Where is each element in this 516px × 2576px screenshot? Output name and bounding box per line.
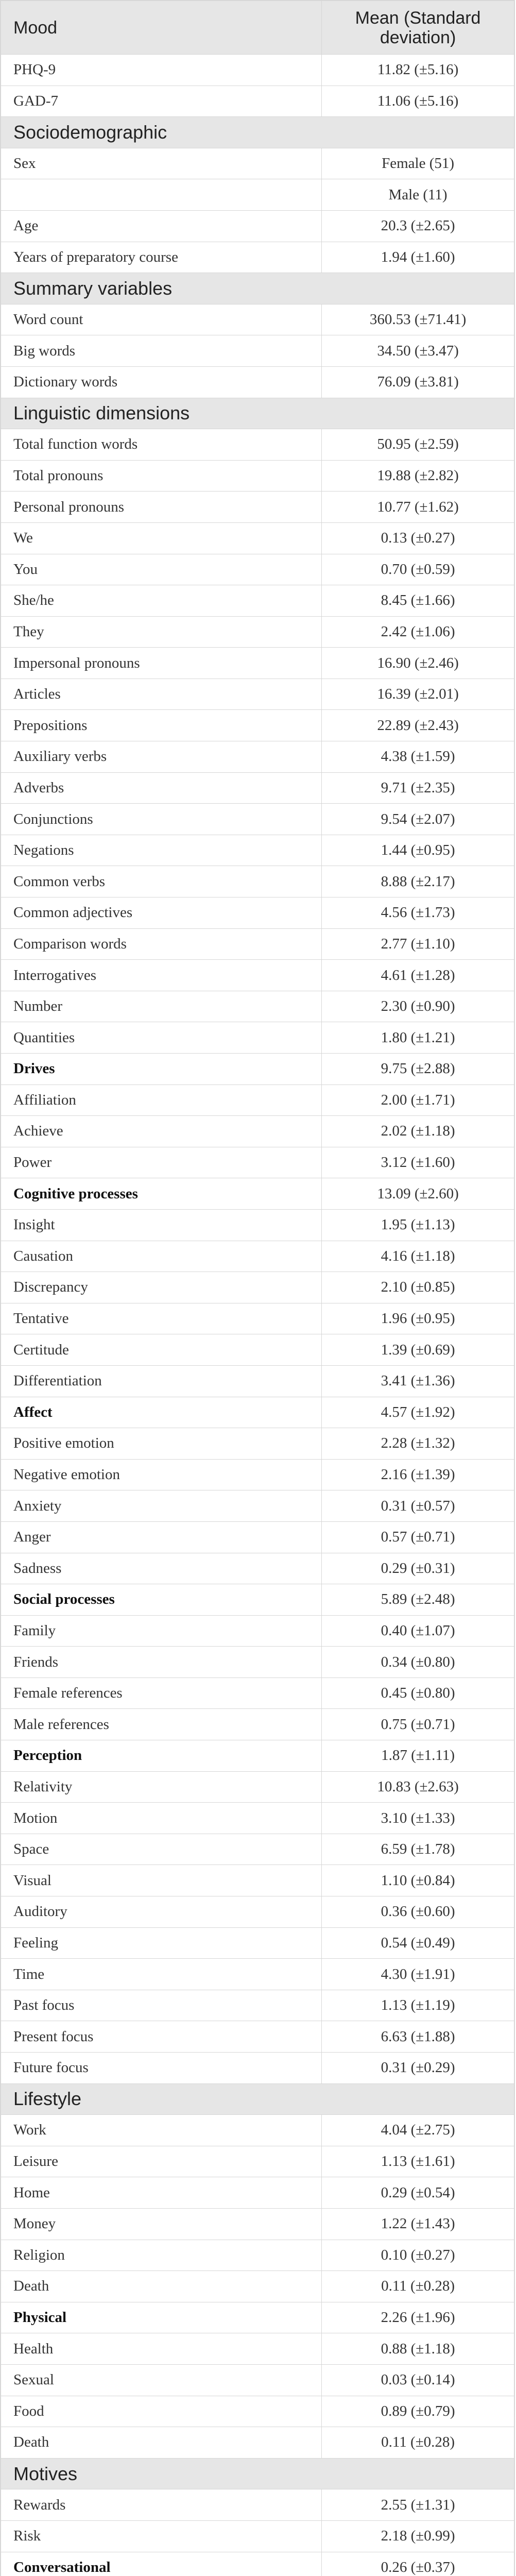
row-label: Total pronouns — [1, 460, 322, 492]
header-mean-sd: Mean (Standard deviation) — [322, 1, 514, 55]
row-label: Comparison words — [1, 928, 322, 960]
table-row — [1, 2271, 514, 2302]
row-value: 2.18 (±0.99) — [322, 2520, 514, 2552]
category-label: Drives — [1, 1054, 322, 1085]
table-row — [1, 1459, 514, 1490]
table-row — [1, 2427, 514, 2459]
row-value: 4.61 (±1.28) — [322, 960, 514, 991]
row-label: Leisure — [1, 2146, 322, 2177]
row-value: 8.45 (±1.66) — [322, 585, 514, 617]
row-label: Impersonal pronouns — [1, 648, 322, 679]
row-label: Time — [1, 1959, 322, 1990]
row-label: Death — [1, 2271, 322, 2302]
table-row — [1, 1677, 514, 1709]
row-label: Past focus — [1, 1990, 322, 2021]
row-value: 0.34 (±0.80) — [322, 1647, 514, 1678]
table-row — [1, 2115, 514, 2146]
row-value: 0.26 (±0.37) — [322, 2552, 514, 2576]
table-row — [1, 648, 514, 679]
section-header-row — [1, 2458, 514, 2489]
table-row — [1, 2364, 514, 2396]
row-label: Common verbs — [1, 866, 322, 897]
table-row — [1, 1584, 514, 1616]
table-row — [1, 1740, 514, 1772]
table-row — [1, 2520, 514, 2552]
row-value: 2.26 (±1.96) — [322, 2302, 514, 2333]
row-label: Space — [1, 1834, 322, 1865]
row-value: 2.28 (±1.32) — [322, 1428, 514, 1460]
row-value: 4.30 (±1.91) — [322, 1959, 514, 1990]
table-row — [1, 1865, 514, 1896]
row-value: 4.04 (±2.75) — [322, 2115, 514, 2146]
header-mood: Mood — [1, 1, 322, 55]
table-row — [1, 1303, 514, 1334]
row-value: 0.45 (±0.80) — [322, 1677, 514, 1709]
table-row — [1, 991, 514, 1022]
table-row — [1, 866, 514, 897]
row-label: GAD-7 — [1, 86, 322, 117]
row-value: 1.22 (±1.43) — [322, 2208, 514, 2240]
table-row — [1, 1771, 514, 1803]
row-label: Risk — [1, 2520, 322, 2552]
row-label: Quantities — [1, 1022, 322, 1054]
table-header-row — [1, 1, 514, 55]
row-label: Health — [1, 2333, 322, 2365]
table-row — [1, 616, 514, 648]
row-value: 34.50 (±3.47) — [322, 335, 514, 367]
row-value: 16.39 (±2.01) — [322, 679, 514, 710]
row-label: Tentative — [1, 1303, 322, 1334]
row-value: 1.95 (±1.13) — [322, 1209, 514, 1241]
table-row — [1, 2489, 514, 2521]
row-value: Female (51) — [322, 148, 514, 179]
category-label: Affect — [1, 1397, 322, 1428]
section-title: Lifestyle — [1, 2083, 514, 2115]
row-value: 0.29 (±0.54) — [322, 2177, 514, 2209]
row-value: 1.44 (±0.95) — [322, 835, 514, 866]
row-label: Home — [1, 2177, 322, 2209]
row-label: Future focus — [1, 2053, 322, 2084]
table-row — [1, 492, 514, 523]
table-row — [1, 210, 514, 242]
row-value: 3.41 (±1.36) — [322, 1365, 514, 1397]
row-value: 0.54 (±0.49) — [322, 1927, 514, 1959]
row-label: Religion — [1, 2240, 322, 2271]
row-value: 13.09 (±2.60) — [322, 1178, 514, 1210]
table-row — [1, 1709, 514, 1740]
row-label: Age — [1, 210, 322, 242]
row-label: Friends — [1, 1647, 322, 1678]
row-label: Certitude — [1, 1334, 322, 1366]
table-row — [1, 741, 514, 773]
row-label: Visual — [1, 1865, 322, 1896]
table-body — [1, 55, 514, 2576]
table-row — [1, 1927, 514, 1959]
table-row — [1, 1959, 514, 1990]
row-label: Feeling — [1, 1927, 322, 1959]
row-value: Male (11) — [322, 179, 514, 211]
row-label: Money — [1, 2208, 322, 2240]
row-value: 3.10 (±1.33) — [322, 1803, 514, 1834]
row-label: Total function words — [1, 429, 322, 461]
table-row — [1, 804, 514, 835]
table-row — [1, 242, 514, 273]
row-label: They — [1, 616, 322, 648]
table-row — [1, 1397, 514, 1428]
row-label: Interrogatives — [1, 960, 322, 991]
table-row — [1, 772, 514, 804]
row-value: 0.11 (±0.28) — [322, 2427, 514, 2459]
row-value: 2.16 (±1.39) — [322, 1459, 514, 1490]
table-row — [1, 1521, 514, 1553]
section-title: Motives — [1, 2458, 514, 2489]
row-value: 22.89 (±2.43) — [322, 710, 514, 741]
row-value: 1.39 (±0.69) — [322, 1334, 514, 1366]
row-label: Anger — [1, 1521, 322, 1553]
row-value: 0.40 (±1.07) — [322, 1615, 514, 1647]
row-value: 0.10 (±0.27) — [322, 2240, 514, 2271]
row-value: 0.88 (±1.18) — [322, 2333, 514, 2365]
table-row — [1, 2021, 514, 2053]
table-row — [1, 1054, 514, 1085]
table-row — [1, 710, 514, 741]
row-value: 6.63 (±1.88) — [322, 2021, 514, 2053]
row-label: Dictionary words — [1, 366, 322, 398]
row-value: 0.29 (±0.31) — [322, 1553, 514, 1584]
section-title: Sociodemographic — [1, 117, 514, 148]
table-row — [1, 1178, 514, 1210]
row-value: 4.38 (±1.59) — [322, 741, 514, 773]
row-label: Motion — [1, 1803, 322, 1834]
table-row — [1, 1553, 514, 1584]
table-row — [1, 179, 514, 211]
table-row — [1, 1896, 514, 1928]
table-row — [1, 2552, 514, 2576]
row-value: 11.06 (±5.16) — [322, 86, 514, 117]
section-title: Summary variables — [1, 273, 514, 304]
row-value: 2.00 (±1.71) — [322, 1084, 514, 1116]
row-label — [1, 179, 322, 211]
table-row — [1, 2240, 514, 2271]
row-value: 76.09 (±3.81) — [322, 366, 514, 398]
table-row — [1, 554, 514, 585]
row-label: Common adjectives — [1, 897, 322, 929]
row-value: 2.55 (±1.31) — [322, 2489, 514, 2521]
row-value: 0.75 (±0.71) — [322, 1709, 514, 1740]
category-label: Cognitive processes — [1, 1178, 322, 1210]
category-label: Conversational — [1, 2552, 322, 2576]
table-row — [1, 928, 514, 960]
row-label: You — [1, 554, 322, 585]
table-row — [1, 1834, 514, 1865]
row-value: 11.82 (±5.16) — [322, 55, 514, 86]
row-label: Word count — [1, 304, 322, 335]
table-row — [1, 2208, 514, 2240]
row-label: Causation — [1, 1241, 322, 1272]
row-value: 50.95 (±2.59) — [322, 429, 514, 461]
row-label: Female references — [1, 1677, 322, 1709]
row-value: 1.10 (±0.84) — [322, 1865, 514, 1896]
table-row — [1, 1334, 514, 1366]
row-label: Sadness — [1, 1553, 322, 1584]
table-row — [1, 960, 514, 991]
row-value: 1.13 (±1.61) — [322, 2146, 514, 2177]
row-value: 3.12 (±1.60) — [322, 1147, 514, 1178]
row-value: 0.13 (±0.27) — [322, 522, 514, 554]
table-row — [1, 2333, 514, 2365]
row-value: 4.16 (±1.18) — [322, 1241, 514, 1272]
row-value: 6.59 (±1.78) — [322, 1834, 514, 1865]
row-label: Number — [1, 991, 322, 1022]
section-title: Linguistic dimensions — [1, 398, 514, 429]
row-label: She/he — [1, 585, 322, 617]
table-row — [1, 366, 514, 398]
row-value: 9.75 (±2.88) — [322, 1054, 514, 1085]
row-value: 1.80 (±1.21) — [322, 1022, 514, 1054]
row-label: Personal pronouns — [1, 492, 322, 523]
section-header-row — [1, 117, 514, 148]
table-row — [1, 1990, 514, 2021]
section-header-row — [1, 2083, 514, 2115]
row-label: Food — [1, 2396, 322, 2427]
row-label: Negations — [1, 835, 322, 866]
table-row — [1, 1272, 514, 1303]
row-label: Discrepancy — [1, 1272, 322, 1303]
row-value: 4.56 (±1.73) — [322, 897, 514, 929]
table-row — [1, 1022, 514, 1054]
row-value: 0.11 (±0.28) — [322, 2271, 514, 2302]
row-label: Present focus — [1, 2021, 322, 2053]
table-row — [1, 1647, 514, 1678]
linguistic-statistics-table — [1, 1, 514, 2576]
table-row — [1, 55, 514, 86]
row-value: 0.36 (±0.60) — [322, 1896, 514, 1928]
row-label: Differentiation — [1, 1365, 322, 1397]
row-value: 20.3 (±2.65) — [322, 210, 514, 242]
table-row — [1, 304, 514, 335]
row-label: Rewards — [1, 2489, 322, 2521]
row-label: Positive emotion — [1, 1428, 322, 1460]
table-row — [1, 2146, 514, 2177]
table-row — [1, 335, 514, 367]
row-value: 0.89 (±0.79) — [322, 2396, 514, 2427]
row-label: Power — [1, 1147, 322, 1178]
table-row — [1, 2177, 514, 2209]
row-value: 1.13 (±1.19) — [322, 1990, 514, 2021]
row-value: 0.31 (±0.29) — [322, 2053, 514, 2084]
row-value: 5.89 (±2.48) — [322, 1584, 514, 1616]
row-label: Sex — [1, 148, 322, 179]
table-row — [1, 1147, 514, 1178]
row-value: 9.54 (±2.07) — [322, 804, 514, 835]
row-label: Anxiety — [1, 1490, 322, 1522]
row-value: 19.88 (±2.82) — [322, 460, 514, 492]
row-label: Achieve — [1, 1116, 322, 1147]
row-label: Big words — [1, 335, 322, 367]
table-row — [1, 429, 514, 461]
row-value: 2.30 (±0.90) — [322, 991, 514, 1022]
row-value: 16.90 (±2.46) — [322, 648, 514, 679]
row-value: 0.03 (±0.14) — [322, 2364, 514, 2396]
row-label: Articles — [1, 679, 322, 710]
row-value: 10.77 (±1.62) — [322, 492, 514, 523]
row-label: Insight — [1, 1209, 322, 1241]
row-value: 0.31 (±0.57) — [322, 1490, 514, 1522]
table-row — [1, 460, 514, 492]
row-label: Years of preparatory course — [1, 242, 322, 273]
table-row — [1, 86, 514, 117]
row-value: 2.77 (±1.10) — [322, 928, 514, 960]
table-row — [1, 2302, 514, 2333]
table-row — [1, 1365, 514, 1397]
table-row — [1, 585, 514, 617]
section-header-row — [1, 398, 514, 429]
row-label: Work — [1, 2115, 322, 2146]
row-value: 1.94 (±1.60) — [322, 242, 514, 273]
row-label: Negative emotion — [1, 1459, 322, 1490]
row-value: 0.70 (±0.59) — [322, 554, 514, 585]
row-value: 2.42 (±1.06) — [322, 616, 514, 648]
table-row — [1, 148, 514, 179]
table-row — [1, 1490, 514, 1522]
row-value: 8.88 (±2.17) — [322, 866, 514, 897]
row-label: Adverbs — [1, 772, 322, 804]
row-label: Prepositions — [1, 710, 322, 741]
row-value: 1.87 (±1.11) — [322, 1740, 514, 1772]
row-label: Auxiliary verbs — [1, 741, 322, 773]
row-label: Sexual — [1, 2364, 322, 2396]
row-label: Relativity — [1, 1771, 322, 1803]
row-value: 1.96 (±0.95) — [322, 1303, 514, 1334]
row-label: Auditory — [1, 1896, 322, 1928]
section-header-row — [1, 273, 514, 304]
table-row — [1, 2396, 514, 2427]
row-label: Male references — [1, 1709, 322, 1740]
table-row — [1, 1241, 514, 1272]
category-label: Social processes — [1, 1584, 322, 1616]
table-row — [1, 1428, 514, 1460]
row-value: 2.02 (±1.18) — [322, 1116, 514, 1147]
row-label: Family — [1, 1615, 322, 1647]
row-label: Conjunctions — [1, 804, 322, 835]
row-value: 10.83 (±2.63) — [322, 1771, 514, 1803]
row-label: We — [1, 522, 322, 554]
row-value: 4.57 (±1.92) — [322, 1397, 514, 1428]
table-row — [1, 679, 514, 710]
table-row — [1, 1209, 514, 1241]
category-label: Physical — [1, 2302, 322, 2333]
row-label: PHQ-9 — [1, 55, 322, 86]
table-row — [1, 1803, 514, 1834]
table-row — [1, 897, 514, 929]
row-label: Affiliation — [1, 1084, 322, 1116]
row-value: 9.71 (±2.35) — [322, 772, 514, 804]
row-label: Death — [1, 2427, 322, 2459]
table-row — [1, 2053, 514, 2084]
table-row — [1, 1615, 514, 1647]
table-row — [1, 1116, 514, 1147]
table-row — [1, 835, 514, 866]
row-value: 2.10 (±0.85) — [322, 1272, 514, 1303]
table-row — [1, 522, 514, 554]
row-value: 360.53 (±71.41) — [322, 304, 514, 335]
category-label: Perception — [1, 1740, 322, 1772]
table-row — [1, 1084, 514, 1116]
row-value: 0.57 (±0.71) — [322, 1521, 514, 1553]
